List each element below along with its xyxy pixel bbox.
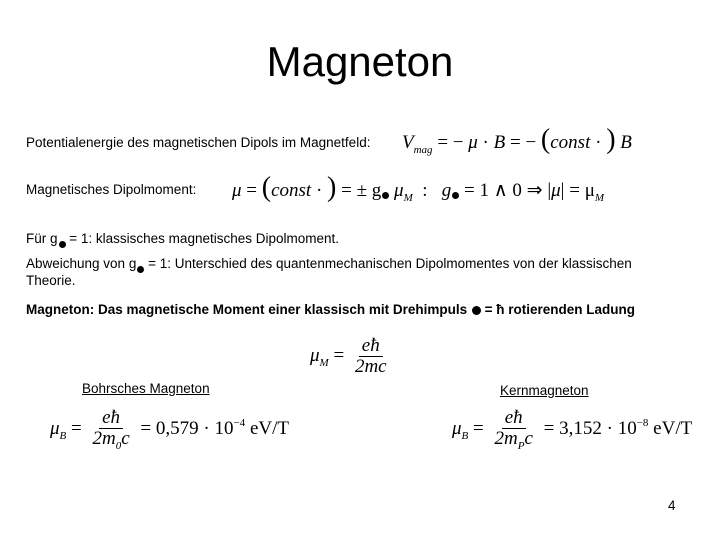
deviation-line: Abweichung von g = 1: Unterschied des quantenmechanischen Dipolmomentes von der klassischen Theorie. [26,256,632,288]
zero: 0 [512,180,522,201]
colon: : [422,180,428,201]
eq-1: = 1 ∧ [464,180,508,201]
mu-symbol: μ [232,180,242,201]
eq: = [246,180,258,201]
classical-moment-line: Für g = 1: klassisches magnetisches Dipolmoment. [26,231,340,246]
mu-m: μ [394,180,404,201]
nuclear-magneton-formula: $\mu_B$ = $\frac{eħ}{2m_Pc}$ = $3,152 \cdot 10^{-8}$ eV/T [452,407,693,452]
dipole-moment-text: Magnetisches Dipolmoment: [26,182,197,197]
nuclear-magneton-label: Kernmagneton [500,383,589,398]
implies-arrow: ⇒ [526,180,543,201]
bohr-magneton-formula: $\mu_B$ = $\frac{eħ}{2m_0c}$ = $0,579 \cdot 10^{-4}$ eV/T [50,407,289,452]
magneton-formula: $\mu_M$ = $\frac{eħ}{2mc}$ [310,335,387,377]
eq-mu: = μ [569,180,595,201]
const-text: const [271,180,312,201]
eq-minus-2: = − [509,132,537,153]
g-symbol: g [441,180,452,201]
eq-minus-1: = − [437,132,464,153]
potential-energy-text: Potentialenergie des magnetischen Dipols im Magnetfeld: [26,135,371,150]
mu-symbol: μ [468,132,478,153]
bohr-magneton-label: Bohrsches Magneton [82,381,210,396]
page-number: 4 [668,498,676,513]
dipole-moment-formula: μ = (const · ) = ± g $\mu_M$ : g = 1 ∧ 0 ⇒ $|\mu| = \mu_M$ [232,172,605,204]
v-symbol: V [402,132,414,153]
closing-paren: ) [606,124,616,155]
dot-operator: · [482,132,489,153]
slide-title: Magneton [266,38,454,85]
abs-mu: μ [551,180,561,201]
pm-g: = ± g [341,180,382,201]
v-subscript: mag [413,144,433,156]
b-symbol-2: B [620,132,632,153]
const-text: const [550,132,591,153]
b-symbol: B [493,132,506,153]
magneton-definition: Magneton: Das magnetische Moment einer klassisch mit Drehimpuls = ħ rotierenden Ladung [26,302,636,317]
potential-energy-formula: $V_{mag}$ = − μ · B = − (const · ) B [402,124,632,156]
